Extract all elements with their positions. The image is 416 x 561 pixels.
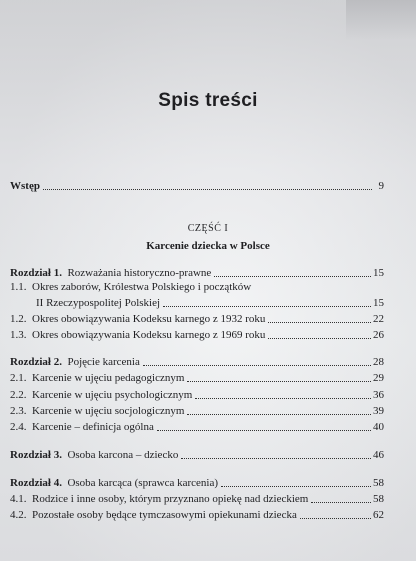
section-number: 2.3. bbox=[10, 405, 27, 417]
section-title: Karcenie – definicja ogólna bbox=[32, 421, 154, 433]
toc-title: Spis treści bbox=[158, 90, 258, 111]
section-number: 4.2. bbox=[10, 509, 27, 521]
toc-entry-wstep bbox=[10, 177, 384, 193]
entry-page: 58 bbox=[373, 477, 384, 489]
page-edge-shadow bbox=[346, 0, 416, 40]
toc-entry-2-3 bbox=[10, 402, 384, 418]
leader-dots bbox=[43, 188, 372, 190]
section-title: Karcenie w ujęciu pedagogicznym bbox=[32, 372, 185, 384]
leader-dots bbox=[187, 413, 371, 415]
leader-dots bbox=[157, 429, 371, 431]
section-number: 2.1. bbox=[10, 372, 27, 384]
leader-dots bbox=[300, 517, 371, 519]
entry-page: 39 bbox=[373, 405, 384, 417]
entry-page: 15 bbox=[373, 297, 384, 309]
chapter-title: Rozważania historyczno-prawne bbox=[67, 267, 212, 279]
entry-page: 62 bbox=[373, 509, 384, 521]
leader-dots bbox=[195, 397, 371, 399]
leader-dots bbox=[268, 321, 371, 323]
entry-page: 58 bbox=[373, 493, 384, 505]
chapter-title: Osoba karcąca (sprawca karcenia) bbox=[67, 477, 218, 489]
section-title: Okres zaborów, Królestwa Polskiego i początków bbox=[32, 281, 252, 293]
part-label: CZĘŚĆ I bbox=[187, 223, 229, 234]
section-number: 1.2. bbox=[10, 313, 27, 325]
section-number: 4.1. bbox=[10, 493, 27, 505]
entry-page: 36 bbox=[373, 389, 384, 401]
toc-entry-chapter-1 bbox=[10, 264, 384, 280]
toc-entry-chapter-3 bbox=[10, 446, 384, 462]
entry-page: 15 bbox=[373, 267, 384, 279]
toc-entry-chapter-4 bbox=[10, 474, 384, 490]
section-title: Rodzice i inne osoby, którym przyznano opiekę nad dzieckiem bbox=[32, 493, 309, 505]
toc-entry-1-3 bbox=[10, 326, 384, 342]
section-number: 2.2. bbox=[10, 389, 27, 401]
toc-entry-2-2 bbox=[10, 386, 384, 402]
toc-entry-1-1-line1 bbox=[10, 281, 251, 294]
part-title: Karcenie dziecka w Polsce bbox=[146, 240, 270, 252]
toc-entry-1-2 bbox=[10, 310, 384, 326]
section-number: 1.1. bbox=[10, 281, 27, 293]
toc-entry-4-2 bbox=[10, 506, 384, 522]
chapter-number: Rozdział 3. bbox=[10, 449, 62, 461]
leader-dots bbox=[181, 457, 371, 459]
entry-page: 29 bbox=[373, 372, 384, 384]
leader-dots bbox=[214, 275, 371, 277]
leader-dots bbox=[268, 337, 371, 339]
toc-entry-1-1 bbox=[36, 294, 384, 310]
entry-page: 22 bbox=[373, 313, 384, 325]
entry-page: 28 bbox=[373, 356, 384, 368]
entry-page: 46 bbox=[373, 449, 384, 461]
leader-dots bbox=[221, 485, 371, 487]
section-title-cont: II Rzeczypospolitej Polskiej bbox=[36, 297, 161, 309]
leader-dots bbox=[143, 364, 371, 366]
chapter-number: Rozdział 2. bbox=[10, 356, 62, 368]
chapter-title: Osoba karcona – dziecko bbox=[67, 449, 179, 461]
section-title: Karcenie w ujęciu socjologicznym bbox=[32, 405, 185, 417]
leader-dots bbox=[311, 501, 371, 503]
entry-page: 26 bbox=[373, 329, 384, 341]
section-title: Pozostałe osoby będące tymczasowymi opiekunami dziecka bbox=[32, 509, 297, 521]
entry-page: 9 bbox=[378, 180, 384, 192]
entry-page: 40 bbox=[373, 421, 384, 433]
toc-entry-2-1 bbox=[10, 369, 384, 385]
section-number: 1.3. bbox=[10, 329, 27, 341]
section-number: 2.4. bbox=[10, 421, 27, 433]
entry-label: Wstęp bbox=[10, 180, 40, 192]
toc-entry-chapter-2 bbox=[10, 353, 384, 369]
chapter-number: Rozdział 1. bbox=[10, 267, 62, 279]
chapter-number: Rozdział 4. bbox=[10, 477, 62, 489]
section-title: Karcenie w ujęciu psychologicznym bbox=[32, 389, 193, 401]
section-title: Okres obowiązywania Kodeksu karnego z 1969 roku bbox=[32, 329, 266, 341]
toc-entry-4-1 bbox=[10, 490, 384, 506]
section-title: Okres obowiązywania Kodeksu karnego z 1932 roku bbox=[32, 313, 266, 325]
chapter-title: Pojęcie karcenia bbox=[67, 356, 140, 368]
toc-entry-2-4 bbox=[10, 418, 384, 434]
leader-dots bbox=[163, 305, 371, 307]
leader-dots bbox=[187, 380, 371, 382]
